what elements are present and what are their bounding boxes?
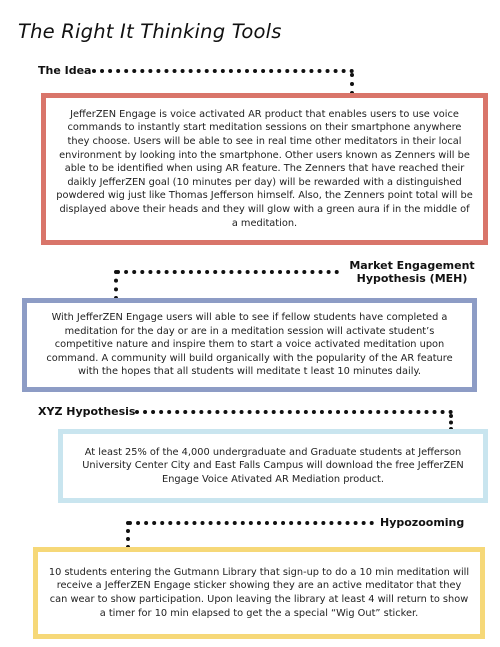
- page-title: The Right It Thinking Tools: [18, 20, 282, 43]
- meh-box: [22, 298, 477, 392]
- idea-box: [41, 93, 488, 245]
- hypozooming-text: 10 students entering the Gutmann Library that sign-up to do a 10 min meditation will receive a JefferZEN Engage sticker showing they are an active meditator that they can wear to show participation. Upon leaving the library at least 4 will return to show a timer for 10 min elapsed to get the a special “Wig Out” sticker.: [48, 566, 470, 619]
- meh-text: With JefferZEN Engage users will able to see if fellow students have completed a meditation for the day or are in a meditation session will activate student’s competitive nature and inspire them to start a voice activated meditation upon command. A community will build organically with the popularity of the AR feature with the hopes that all students will meditate t least 10 minutes daily.: [46, 312, 453, 378]
- xyz-box: [58, 429, 488, 503]
- hypozooming-box: [33, 547, 485, 639]
- idea-text: JefferZEN Engage is voice activated AR product that enables users to use voice commands to instantly start meditation sessions on their smartphone anywhere they choose. Users will be able to see in real time other meditators in their local environment by looking into the smartphone. Other users known as Zenners will be able to be identified when using AR feature. The Zenners that have reached their daikly JefferZEN goal (10 minutes per day) will be rewarded with a distinguished powdered wig just like Thomas Jefferson himself. Also, the Zenners point total will be displayed above their heads and they will glow with a green aura if in the middle of a meditation.: [56, 108, 473, 229]
- hypozooming-connector-horizontal: [128, 521, 374, 525]
- meh-label-line2: Hypothesis (MEH): [356, 272, 468, 285]
- meh-label-line1: Market Engagement: [349, 259, 475, 272]
- idea-connector-vertical: [350, 73, 354, 95]
- meh-label: [343, 259, 481, 285]
- hypozooming-label: Hypozooming: [380, 516, 465, 529]
- meh-connector-horizontal: [116, 270, 339, 274]
- hypozooming-connector-vertical: [126, 521, 130, 549]
- xyz-text: At least 25% of the 4,000 undergraduate and Graduate students at Jefferson University Center City and East Falls Campus will download the free JefferZEN Engage Voice Ativated AR Mediation product.: [82, 446, 464, 485]
- idea-label: The Idea: [38, 64, 92, 77]
- meh-connector-vertical: [114, 270, 118, 300]
- xyz-label: XYZ Hypothesis: [38, 405, 136, 418]
- idea-connector-horizontal: [92, 69, 354, 73]
- xyz-connector-horizontal: [135, 410, 453, 414]
